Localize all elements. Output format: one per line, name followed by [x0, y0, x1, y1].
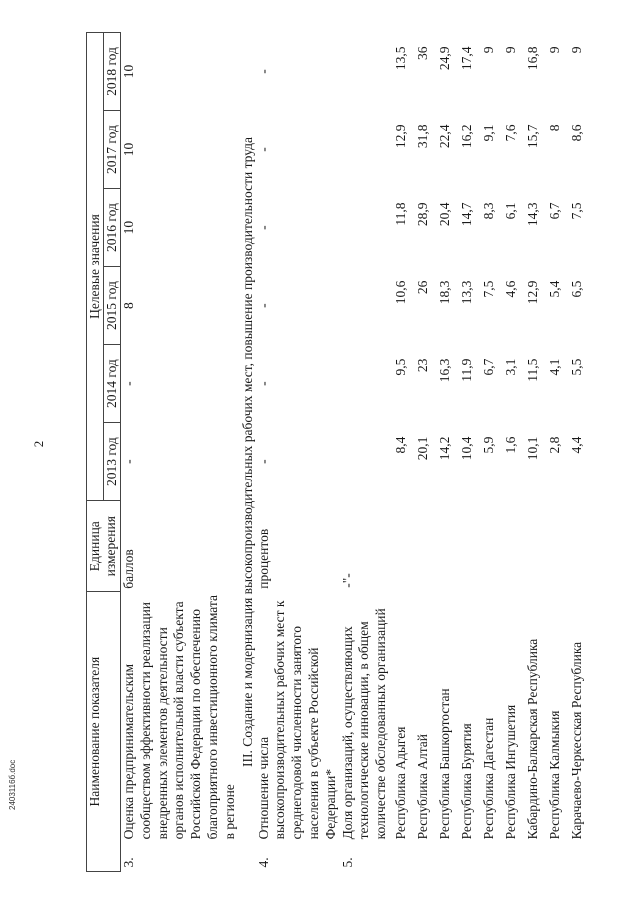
value-cell: 16,3 [436, 358, 452, 383]
value-cell: 10,4 [458, 436, 474, 461]
value-cell [340, 423, 390, 501]
value-cell: 5,4 [546, 280, 562, 298]
header-unit: Единица измерения [87, 501, 121, 592]
value-cell: 7,6 [502, 124, 518, 142]
unit-cell [456, 501, 478, 592]
value-cell: 15,7 [524, 124, 540, 149]
value-cell: 7,5 [568, 202, 584, 220]
value-cell: - [255, 225, 271, 230]
region-row [478, 33, 500, 872]
value-cell: 8,6 [568, 124, 584, 142]
value-cell [340, 345, 390, 423]
region-name: Кабардино-Балкарская Республика [524, 638, 540, 840]
unit-cell [390, 501, 412, 592]
year-header: 2015 год [104, 267, 121, 345]
region-name: Республика Башкортостан [436, 688, 452, 840]
row-number-empty [412, 842, 434, 871]
value-cell: 9 [502, 46, 518, 54]
indicator-name: Доля организаций, осуществляющих технологические инновации, в общем количестве обследованных организаций [339, 608, 389, 840]
year-header: 2018 год [104, 33, 121, 111]
value-cell: 4,6 [502, 280, 518, 298]
unit-cell [500, 501, 522, 592]
value-cell: 17,4 [458, 46, 474, 71]
row-number-empty [434, 842, 456, 871]
value-cell: 11,9 [458, 358, 474, 382]
region-name: Республика Бурятия [458, 723, 474, 840]
region-row [456, 33, 478, 872]
value-cell: - [255, 147, 271, 152]
value-cell: 4,1 [546, 358, 562, 376]
value-cell: 8 [121, 302, 136, 309]
row-number-empty [544, 842, 566, 871]
value-cell: 10 [121, 220, 136, 235]
region-row [434, 33, 456, 872]
indicator-name: Отношение числа высокопроизводительных рабочих мест к среднегодовой численности занятого населения в субъекте Российской Федерации* [255, 600, 338, 840]
region-rows [390, 33, 588, 872]
value-cell: 9 [480, 46, 496, 54]
row-number-empty [390, 842, 412, 871]
value-cell [340, 189, 390, 267]
value-cell: 18,3 [436, 280, 452, 305]
value-cell: 16,2 [458, 124, 474, 149]
value-cell [340, 267, 390, 345]
table-row [256, 33, 340, 872]
value-cell: 12,9 [524, 280, 540, 305]
table-row [340, 33, 390, 872]
year-header: 2013 год [104, 423, 121, 501]
value-cell: 10 [121, 64, 136, 79]
value-cell: 6,7 [546, 202, 562, 220]
region-row [566, 33, 588, 872]
year-header: 2016 год [104, 189, 121, 267]
region-row [522, 33, 544, 872]
value-cell: 9,5 [392, 358, 408, 376]
value-cell: - [255, 69, 271, 74]
value-cell: 9 [568, 46, 584, 54]
rotated-table-page [86, 32, 626, 872]
indicator-name: Оценка предпринимательским сообществом эффективности реализации внедренных элементов деятельности органов исполнительной власти субъекта Российской Федерации по обеспечению благоприятного инвестиционного климата в регионе [121, 595, 237, 840]
value-cell: 5,9 [480, 436, 496, 454]
value-cell: 5,5 [568, 358, 584, 376]
header-target-values: Целевые значения [87, 33, 104, 501]
value-cell: 7,5 [480, 280, 496, 298]
value-cell: 2,8 [546, 436, 562, 454]
region-name: Карачаево-Черкесская Республика [568, 641, 584, 840]
value-cell: 10,6 [392, 280, 408, 305]
region-row [412, 33, 434, 872]
value-cell [340, 33, 390, 111]
region-name: Республика Ингушетия [502, 704, 518, 840]
region-name: Республика Дагестан [480, 717, 496, 840]
row-number: 3. [121, 857, 136, 868]
unit-cell [522, 501, 544, 592]
value-cell: 9 [546, 46, 562, 54]
year-header: 2017 год [104, 111, 121, 189]
row-number: 4. [255, 857, 271, 868]
value-cell: 10,1 [524, 436, 540, 461]
value-cell: 20,1 [414, 436, 430, 461]
value-cell: 12,9 [392, 124, 408, 149]
value-cell: 20,4 [436, 202, 452, 227]
unit-cell [566, 501, 588, 592]
row-number-empty [478, 842, 500, 871]
value-cell: 22,4 [436, 124, 452, 149]
value-cell: 14,7 [458, 202, 474, 227]
unit-cell: процентов [255, 528, 271, 589]
value-cell: 16,8 [524, 46, 540, 71]
value-cell: 8,4 [392, 436, 408, 454]
value-cell: 4,4 [568, 436, 584, 454]
value-cell: - [121, 459, 136, 464]
value-cell: 13,5 [392, 46, 408, 71]
unit-cell: баллов [121, 549, 136, 589]
value-cell: 26 [414, 280, 430, 295]
value-cell: 1,6 [502, 436, 518, 454]
region-name: Республика Адыгея [392, 726, 408, 840]
value-cell: 14,2 [436, 436, 452, 461]
region-name: Республика Калмыкия [546, 710, 562, 840]
value-cell [340, 111, 390, 189]
header-indicator-name: Наименование показателя [87, 592, 121, 872]
region-row [500, 33, 522, 872]
row-number-empty [522, 842, 544, 871]
document-file-code: 2403116б.doc [8, 759, 17, 810]
unit-cell: -"- [339, 573, 355, 588]
value-cell: 10 [121, 142, 136, 157]
row-number-empty [456, 842, 478, 871]
year-header: 2014 год [104, 345, 121, 423]
unit-cell [478, 501, 500, 592]
region-row [544, 33, 566, 872]
value-cell: 3,1 [502, 358, 518, 376]
value-cell: 11,8 [392, 202, 408, 226]
value-cell: - [255, 303, 271, 308]
value-cell: 8,3 [480, 202, 496, 220]
region-name: Республика Алтай [414, 733, 430, 840]
value-cell: - [121, 381, 136, 386]
unit-cell [412, 501, 434, 592]
value-cell: 36 [414, 46, 430, 60]
value-cell: 6,5 [568, 280, 584, 298]
value-cell: 28,9 [414, 202, 430, 227]
value-cell: 6,1 [502, 202, 518, 220]
table-row [121, 33, 239, 872]
value-cell: 24,9 [436, 46, 452, 71]
section-row [239, 33, 256, 872]
value-cell: 11,5 [524, 358, 540, 382]
value-cell: 23 [414, 358, 430, 373]
unit-cell [544, 501, 566, 592]
value-cell: - [255, 459, 271, 464]
row-number-empty [566, 842, 588, 871]
unit-cell [434, 501, 456, 592]
row-number-empty [500, 842, 522, 871]
value-cell: 31,8 [414, 124, 430, 149]
value-cell: 13,3 [458, 280, 474, 305]
value-cell: 6,7 [480, 358, 496, 376]
section-title: III. Создание и модернизация высокопроизводительных рабочих мест, повышение производительности труда [239, 137, 255, 767]
value-cell: 9,1 [480, 124, 496, 142]
page-number: 2 [31, 440, 46, 448]
value-cell: - [255, 381, 271, 386]
row-number: 5. [339, 857, 355, 868]
indicators-table [86, 32, 588, 872]
value-cell: 14,3 [524, 202, 540, 227]
value-cell: 8 [546, 124, 562, 132]
region-row [390, 33, 412, 872]
